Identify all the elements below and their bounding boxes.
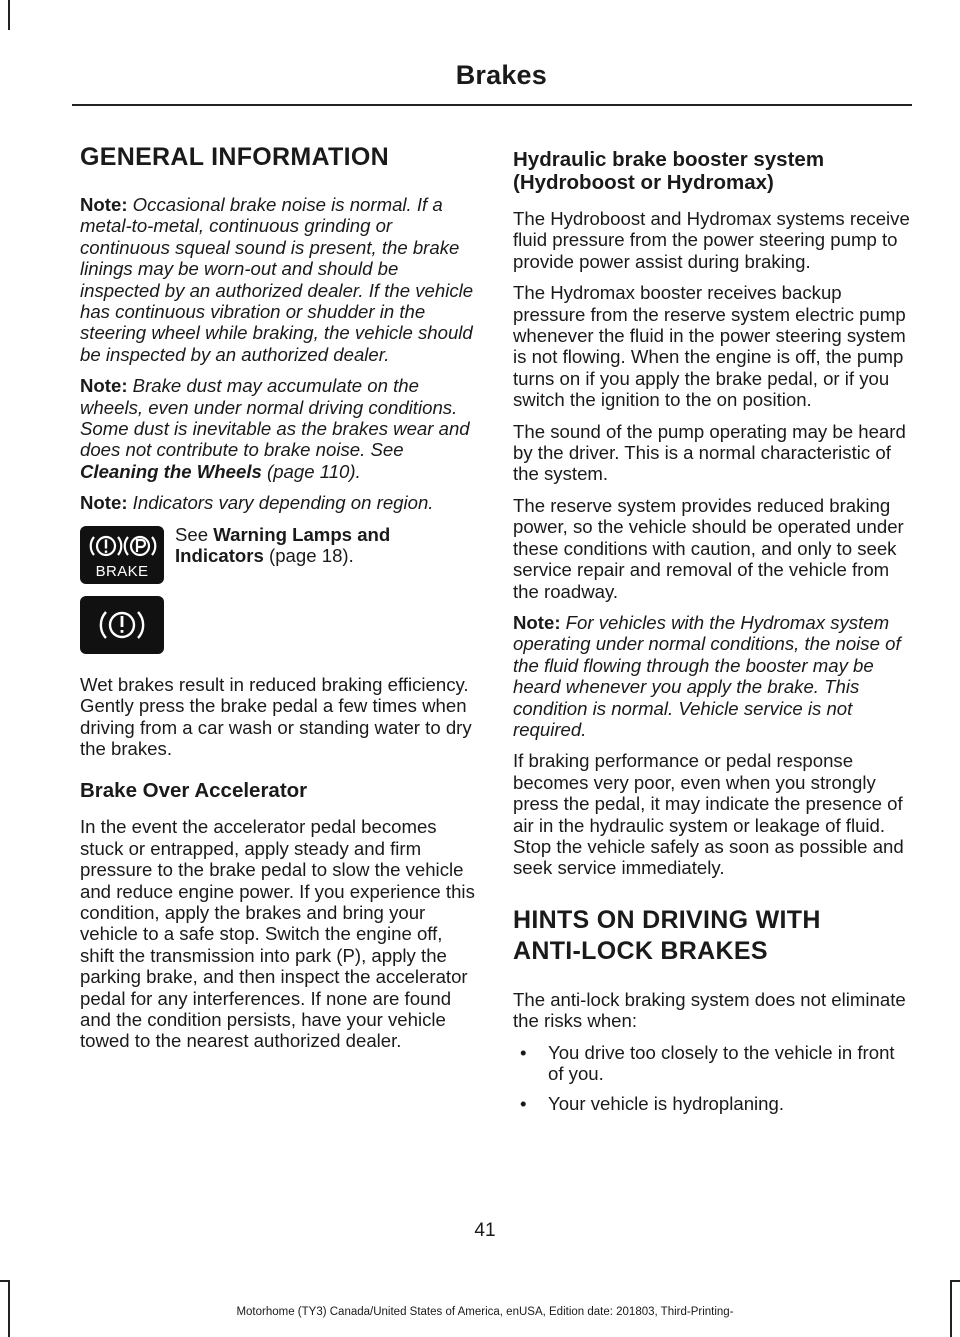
note-text: Occasional brake noise is normal. If a metal-to-metal, continuous grinding or continuous squeal sound is present, the brake linings may be worn-out and should be inspected by an authorized dealer. If the vehicle has continuous vibration or shudder in the steering wheel while braking, the vehicle should be inspected by an authorized dealer. — [80, 194, 474, 365]
section-heading-anti-lock — [513, 905, 913, 967]
heading-line-2: ANTI-LOCK BRAKES — [513, 936, 768, 965]
note-text: Indicators vary depending on region. — [127, 492, 434, 514]
note-brake-noise — [80, 194, 478, 365]
brake-icon-label: BRAKE — [95, 562, 149, 580]
abs-intro-paragraph: The anti-lock braking system does not eliminate the risks when: — [513, 988, 906, 1032]
subheading-hydraulic-brake-booster: Hydraulic brake booster system (Hydroboost or Hydromax) — [513, 148, 825, 194]
list-item: • You drive too closely to the vehicle in front of you. — [513, 1042, 913, 1085]
xref-cleaning-wheels[interactable]: Cleaning the Wheels — [80, 460, 262, 482]
crop-mark-bottom-left-h — [0, 1280, 10, 1282]
note-label: Note: — [80, 375, 128, 397]
left-column — [80, 142, 478, 1062]
note-label: Note: — [80, 194, 128, 215]
note-label: Note: — [80, 492, 128, 514]
warning-lamps-reference — [175, 524, 478, 567]
note-brake-dust — [80, 375, 478, 482]
note-hydromax — [513, 612, 913, 740]
paragraph: The Hydromax booster receives backup pressure from the reserve system electric pump whenever the fluid in the power steering system is not flowing. When the engine is off, the pump turns on if you apply the brake pedal, or if you switch the ignition to the on position. — [513, 282, 906, 411]
paragraph: The sound of the pump operating may be heard by the driver. This is a normal characteristic of the system. — [513, 420, 906, 485]
wet-brakes-paragraph: Wet brakes result in reduced braking efficiency. Gently press the brake pedal a few times when driving from a car wash or standing water to dry the brakes. — [80, 673, 472, 759]
page-reference: (page 110). — [261, 460, 361, 482]
crop-mark-bottom-right-h — [950, 1280, 960, 1282]
brake-indicator-row — [80, 523, 478, 584]
heading-line-1: HINTS ON DRIVING WITH — [513, 905, 821, 934]
note-label: Note: — [513, 611, 561, 633]
brake-warning-lamp-icon — [80, 526, 164, 584]
page-number: 41 — [474, 1220, 496, 1241]
paragraph: The Hydroboost and Hydromax systems receive fluid pressure from the power steering pump to provide power assist during braking. — [513, 208, 910, 272]
abs-risk-list — [513, 1042, 913, 1115]
crop-mark-top-left — [8, 0, 10, 30]
page-title: Brakes — [455, 60, 547, 90]
xref-warning-lamps[interactable]: Warning Lamps and Indicators — [175, 523, 391, 567]
note-text: For vehicles with the Hydromax system operating under normal conditions, the noise of the fluid flowing through the booster may be heard whenever you apply the brake. This condition is normal. Vehicle service is not required. — [513, 611, 901, 740]
page-reference: (page 18). — [263, 545, 354, 567]
right-column — [513, 148, 913, 1124]
exclamation-warning-icon — [80, 596, 164, 654]
braking-performance-paragraph: If braking performance or pedal response becomes very poor, even when you strongly press the pedal, it may indicate the presence of air in the hydraulic system or leakage of fluid. Stop the vehicle safely as soon as possible and seek service immediately. — [513, 750, 904, 879]
list-item: • Your vehicle is hydroplaning. — [513, 1093, 913, 1114]
note-indicators — [80, 492, 478, 513]
section-heading-general-information: GENERAL INFORMATION — [80, 143, 389, 171]
brake-over-accelerator-paragraph: In the event the accelerator pedal becomes stuck or entrapped, apply steady and firm pressure to the brake pedal to slow the vehicle and reduce engine power. If you experience this condition, apply the brakes and bring your vehicle to a safe stop. Switch the engine off, shift the transmission into park (P), apply the parking brake, and then inspect the accelerator pedal for any interferences. If none are found and the condition persists, have your vehicle towed to the nearest authorized dealer. — [80, 816, 475, 1052]
header-divider — [72, 104, 912, 106]
paragraph: The reserve system provides reduced braking power, so the vehicle should be operated under these conditions with caution, and only to seek service repair and removal of the vehicle from the roadway. — [513, 494, 904, 602]
footer-edition-info: Motorhome (TY3) Canada/United States of America, enUSA, Edition date: 201803, Third-Printing- — [236, 1306, 734, 1318]
note-text: Brake dust may accumulate on the wheels, even under normal driving conditions. Some dust is inevitable as the brakes wear and does not contribute to brake noise. See — [80, 375, 470, 461]
subheading-brake-over-accelerator: Brake Over Accelerator — [80, 779, 308, 803]
see-text: See — [175, 523, 214, 545]
